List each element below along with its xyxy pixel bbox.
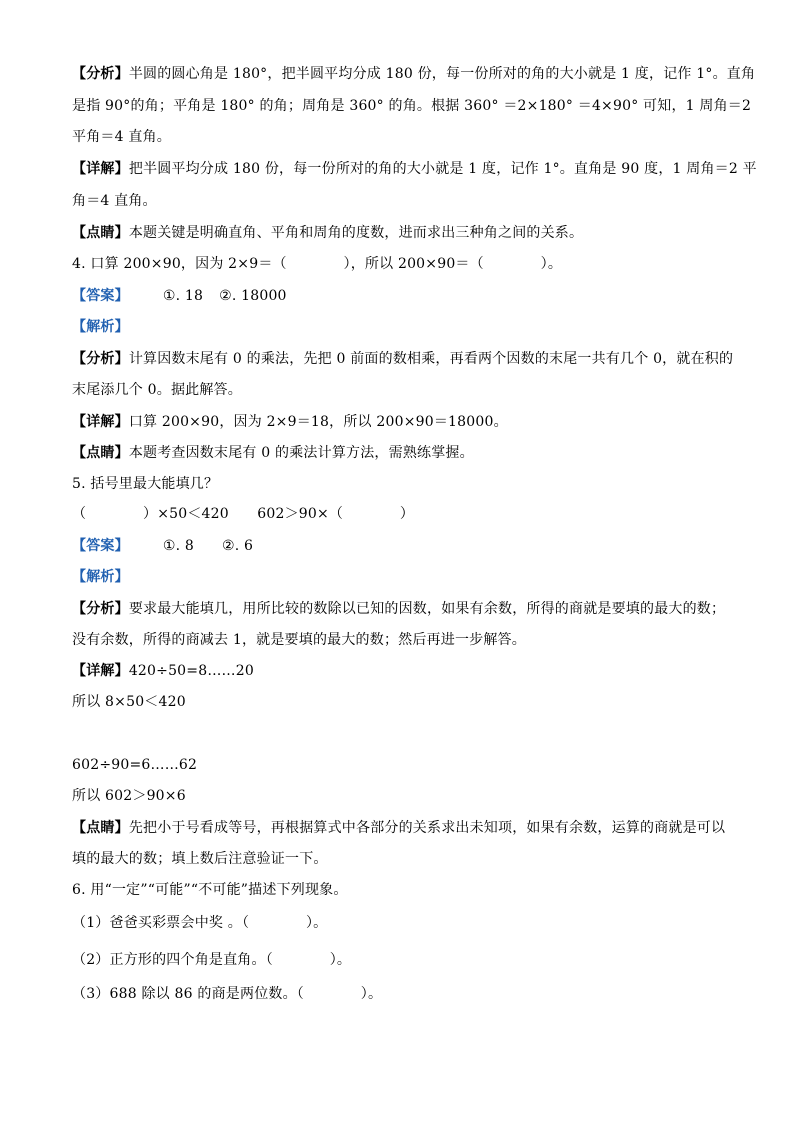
comment-label: 【点睛】 [72, 445, 129, 461]
comment-5-cont: 填的最大的数；填上数后注意验证一下。 [72, 851, 328, 867]
analysis-label: 【分析】 [72, 66, 129, 82]
detail-5 [72, 661, 254, 681]
answer-5-2: ②. 6 [221, 538, 254, 554]
analysis-label: 【分析】 [72, 351, 129, 367]
explanation-label-4: 【解析】 [72, 319, 129, 335]
answer-label: 【答案】 [72, 538, 129, 554]
analysis-3-cont-1: 是指 90°的角；平角是 180° 的角；周角是 360° 的角。根据 360° ＝2×180° ＝4×90° 可知，1 周角＝2 [72, 98, 752, 114]
question-6-part-3: （3）688 除以 86 的商是两位数。（ ）。 [72, 986, 383, 1002]
answer-4-2: ②. 18000 [219, 288, 287, 304]
answer-5-1: ①. 8 [162, 538, 194, 554]
analysis-text: 半圆的圆心角是 180°，把半圆平均分成 180 份，每一份所对的角的大小就是 1 度，记作 1°。直角 [128, 66, 756, 82]
detail-5-line4: 所以 602＞90×6 [72, 788, 186, 804]
answer-label: 【答案】 [72, 288, 129, 304]
comment-4 [72, 443, 474, 463]
answer-5 [72, 536, 253, 556]
question-6-part-2: （2）正方形的四个角是直角。（ ）。 [72, 952, 352, 968]
analysis-text: 计算因数末尾有 0 的乘法，先把 0 前面的数相乘，再看两个因数的末尾一共有几个 0，就在积的 [128, 351, 734, 367]
analysis-3 [72, 64, 755, 84]
comment-5 [72, 818, 725, 838]
answer-4 [72, 286, 287, 306]
question-5-blanks: （ ）×50＜420 602＞90×（ ） [72, 506, 415, 522]
detail-label: 【详解】 [72, 414, 129, 430]
question-5: 5. 括号里最大能填几？ [72, 476, 219, 492]
analysis-label: 【分析】 [72, 601, 129, 617]
comment-label: 【点睛】 [72, 820, 129, 836]
explanation-label-5: 【解析】 [72, 569, 129, 585]
analysis-4-cont: 末尾添几个 0。据此解答。 [72, 382, 242, 398]
detail-5-line2: 所以 8×50＜420 [72, 694, 186, 710]
question-6: 6. 用“一定”“可能”“不可能”描述下列现象。 [72, 882, 348, 898]
question-6-part-1: （1）爸爸买彩票会中奖 。（ ）。 [72, 915, 328, 931]
detail-3 [72, 159, 757, 179]
detail-3-cont: 角＝4 直角。 [72, 193, 157, 209]
detail-4 [72, 412, 508, 432]
comment-text: 本题考查因数末尾有 0 的乘法计算方法，需熟练掌握。 [128, 445, 474, 461]
comment-text: 本题关键是明确直角、平角和周角的度数，进而求出三种角之间的关系。 [128, 225, 584, 241]
comment-text: 先把小于号看成等号，再根据算式中各部分的关系求出未知项，如果有余数，运算的商就是可以 [128, 820, 726, 836]
detail-label: 【详解】 [72, 663, 129, 679]
analysis-4 [72, 349, 733, 369]
detail-label: 【详解】 [72, 161, 129, 177]
detail-text: 420÷50=8……20 [128, 663, 254, 679]
comment-label: 【点睛】 [72, 225, 129, 241]
answer-4-1: ①. 18 [162, 288, 204, 304]
analysis-text: 要求最大能填几，用所比较的数除以已知的因数，如果有余数，所得的商就是要填的最大的数； [128, 601, 726, 617]
detail-text: 把半圆平均分成 180 份，每一份所对的角的大小就是 1 度，记作 1°。直角是 90 度，1 周角＝2 平 [128, 161, 757, 177]
analysis-3-cont-2: 平角＝4 直角。 [72, 129, 171, 145]
analysis-5 [72, 599, 725, 619]
comment-3 [72, 223, 583, 243]
detail-text: 口算 200×90，因为 2×9＝18，所以 200×90＝18000。 [128, 414, 508, 430]
question-4: 4. 口算 200×90，因为 2×9＝（ ），所以 200×90＝（ ）。 [72, 256, 563, 272]
detail-5-line3: 602÷90=6……62 [72, 757, 198, 773]
analysis-5-cont: 没有余数，所得的商减去 1，就是要填的最大的数；然后再进一步解答。 [72, 632, 526, 648]
